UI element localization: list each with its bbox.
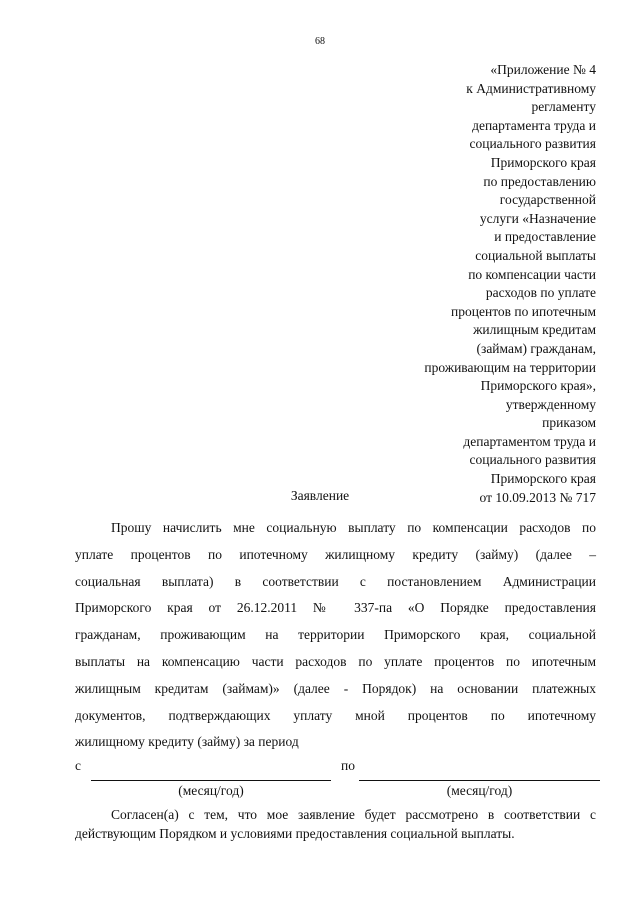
appendix-line: «Приложение № 4 bbox=[490, 62, 596, 77]
body-line: жилищному кредиту (займу) за период bbox=[75, 734, 299, 750]
period-from-hint: (месяц/год) bbox=[178, 783, 244, 798]
page-number: 68 bbox=[315, 36, 325, 47]
agreement-line: Согласен(а) с тем, что мое заявление будет рассмотрено в соответствии с bbox=[111, 807, 596, 822]
period-fields bbox=[75, 752, 600, 798]
body-line: выплаты на компенсацию части расходов по уплате процентов по ипотечным bbox=[75, 653, 596, 669]
appendix-line: департамента труда и bbox=[472, 117, 596, 133]
appendix-line: и предоставление bbox=[494, 229, 596, 245]
agreement-line: действующим Порядком и условиями предоставления социальной выплаты. bbox=[75, 826, 515, 841]
appendix-line: Приморского края», bbox=[480, 378, 596, 394]
appendix-line: проживающим на территории bbox=[424, 359, 596, 375]
body-line: документов, подтверждающих уплату мной процентов по ипотечному bbox=[75, 707, 596, 723]
period-to-label: по bbox=[341, 758, 355, 773]
period-from-field[interactable] bbox=[91, 780, 331, 781]
application-body bbox=[75, 515, 596, 756]
appendix-line: социального развития bbox=[469, 136, 596, 152]
appendix-line: департаментом труда и bbox=[463, 433, 596, 449]
appendix-line: процентов по ипотечным bbox=[451, 303, 596, 319]
appendix-line: государственной bbox=[499, 192, 596, 208]
appendix-line: приказом bbox=[542, 415, 596, 431]
body-line: социальная выплата) в соответствии с постановлением Администрации bbox=[75, 573, 596, 589]
agreement-paragraph bbox=[75, 805, 596, 843]
appendix-header bbox=[336, 61, 596, 507]
appendix-line: Приморского края bbox=[490, 471, 596, 487]
body-line: гражданам, проживающим на территории Приморского края, социальной bbox=[75, 627, 596, 643]
appendix-line: социального развития bbox=[469, 452, 596, 468]
body-line: жилищным кредитам (займам)» (далее - Порядок) на основании платежных bbox=[75, 680, 596, 696]
appendix-line: жилищным кредитам bbox=[473, 322, 596, 338]
appendix-line: (займам) гражданам, bbox=[476, 340, 596, 356]
appendix-line: регламенту bbox=[531, 99, 596, 115]
appendix-line: по предоставлению bbox=[483, 173, 596, 189]
period-to-hint: (месяц/год) bbox=[446, 783, 513, 798]
appendix-line: утвержденному bbox=[505, 396, 596, 412]
period-to-field[interactable] bbox=[359, 780, 600, 781]
appendix-line: от 10.09.2013 № 717 bbox=[479, 489, 596, 505]
body-line: Прошу начислить мне социальную выплату по компенсации расходов по bbox=[111, 520, 596, 535]
appendix-line: по компенсации части bbox=[468, 266, 596, 282]
document-title: Заявление bbox=[290, 488, 350, 503]
body-line: уплате процентов по ипотечному жилищному кредиту (займу) (далее – bbox=[75, 546, 596, 562]
appendix-line: услуги «Назначение bbox=[479, 210, 596, 226]
period-from-label: с bbox=[75, 758, 81, 773]
appendix-line: к Административному bbox=[466, 80, 596, 96]
appendix-line: социальной выплаты bbox=[475, 247, 596, 263]
body-line: Приморского края от 26.12.2011 № 337-па «О Порядке предоставления bbox=[75, 600, 596, 616]
appendix-line: расходов по уплате bbox=[485, 285, 596, 301]
appendix-line: Приморского края bbox=[490, 154, 596, 170]
